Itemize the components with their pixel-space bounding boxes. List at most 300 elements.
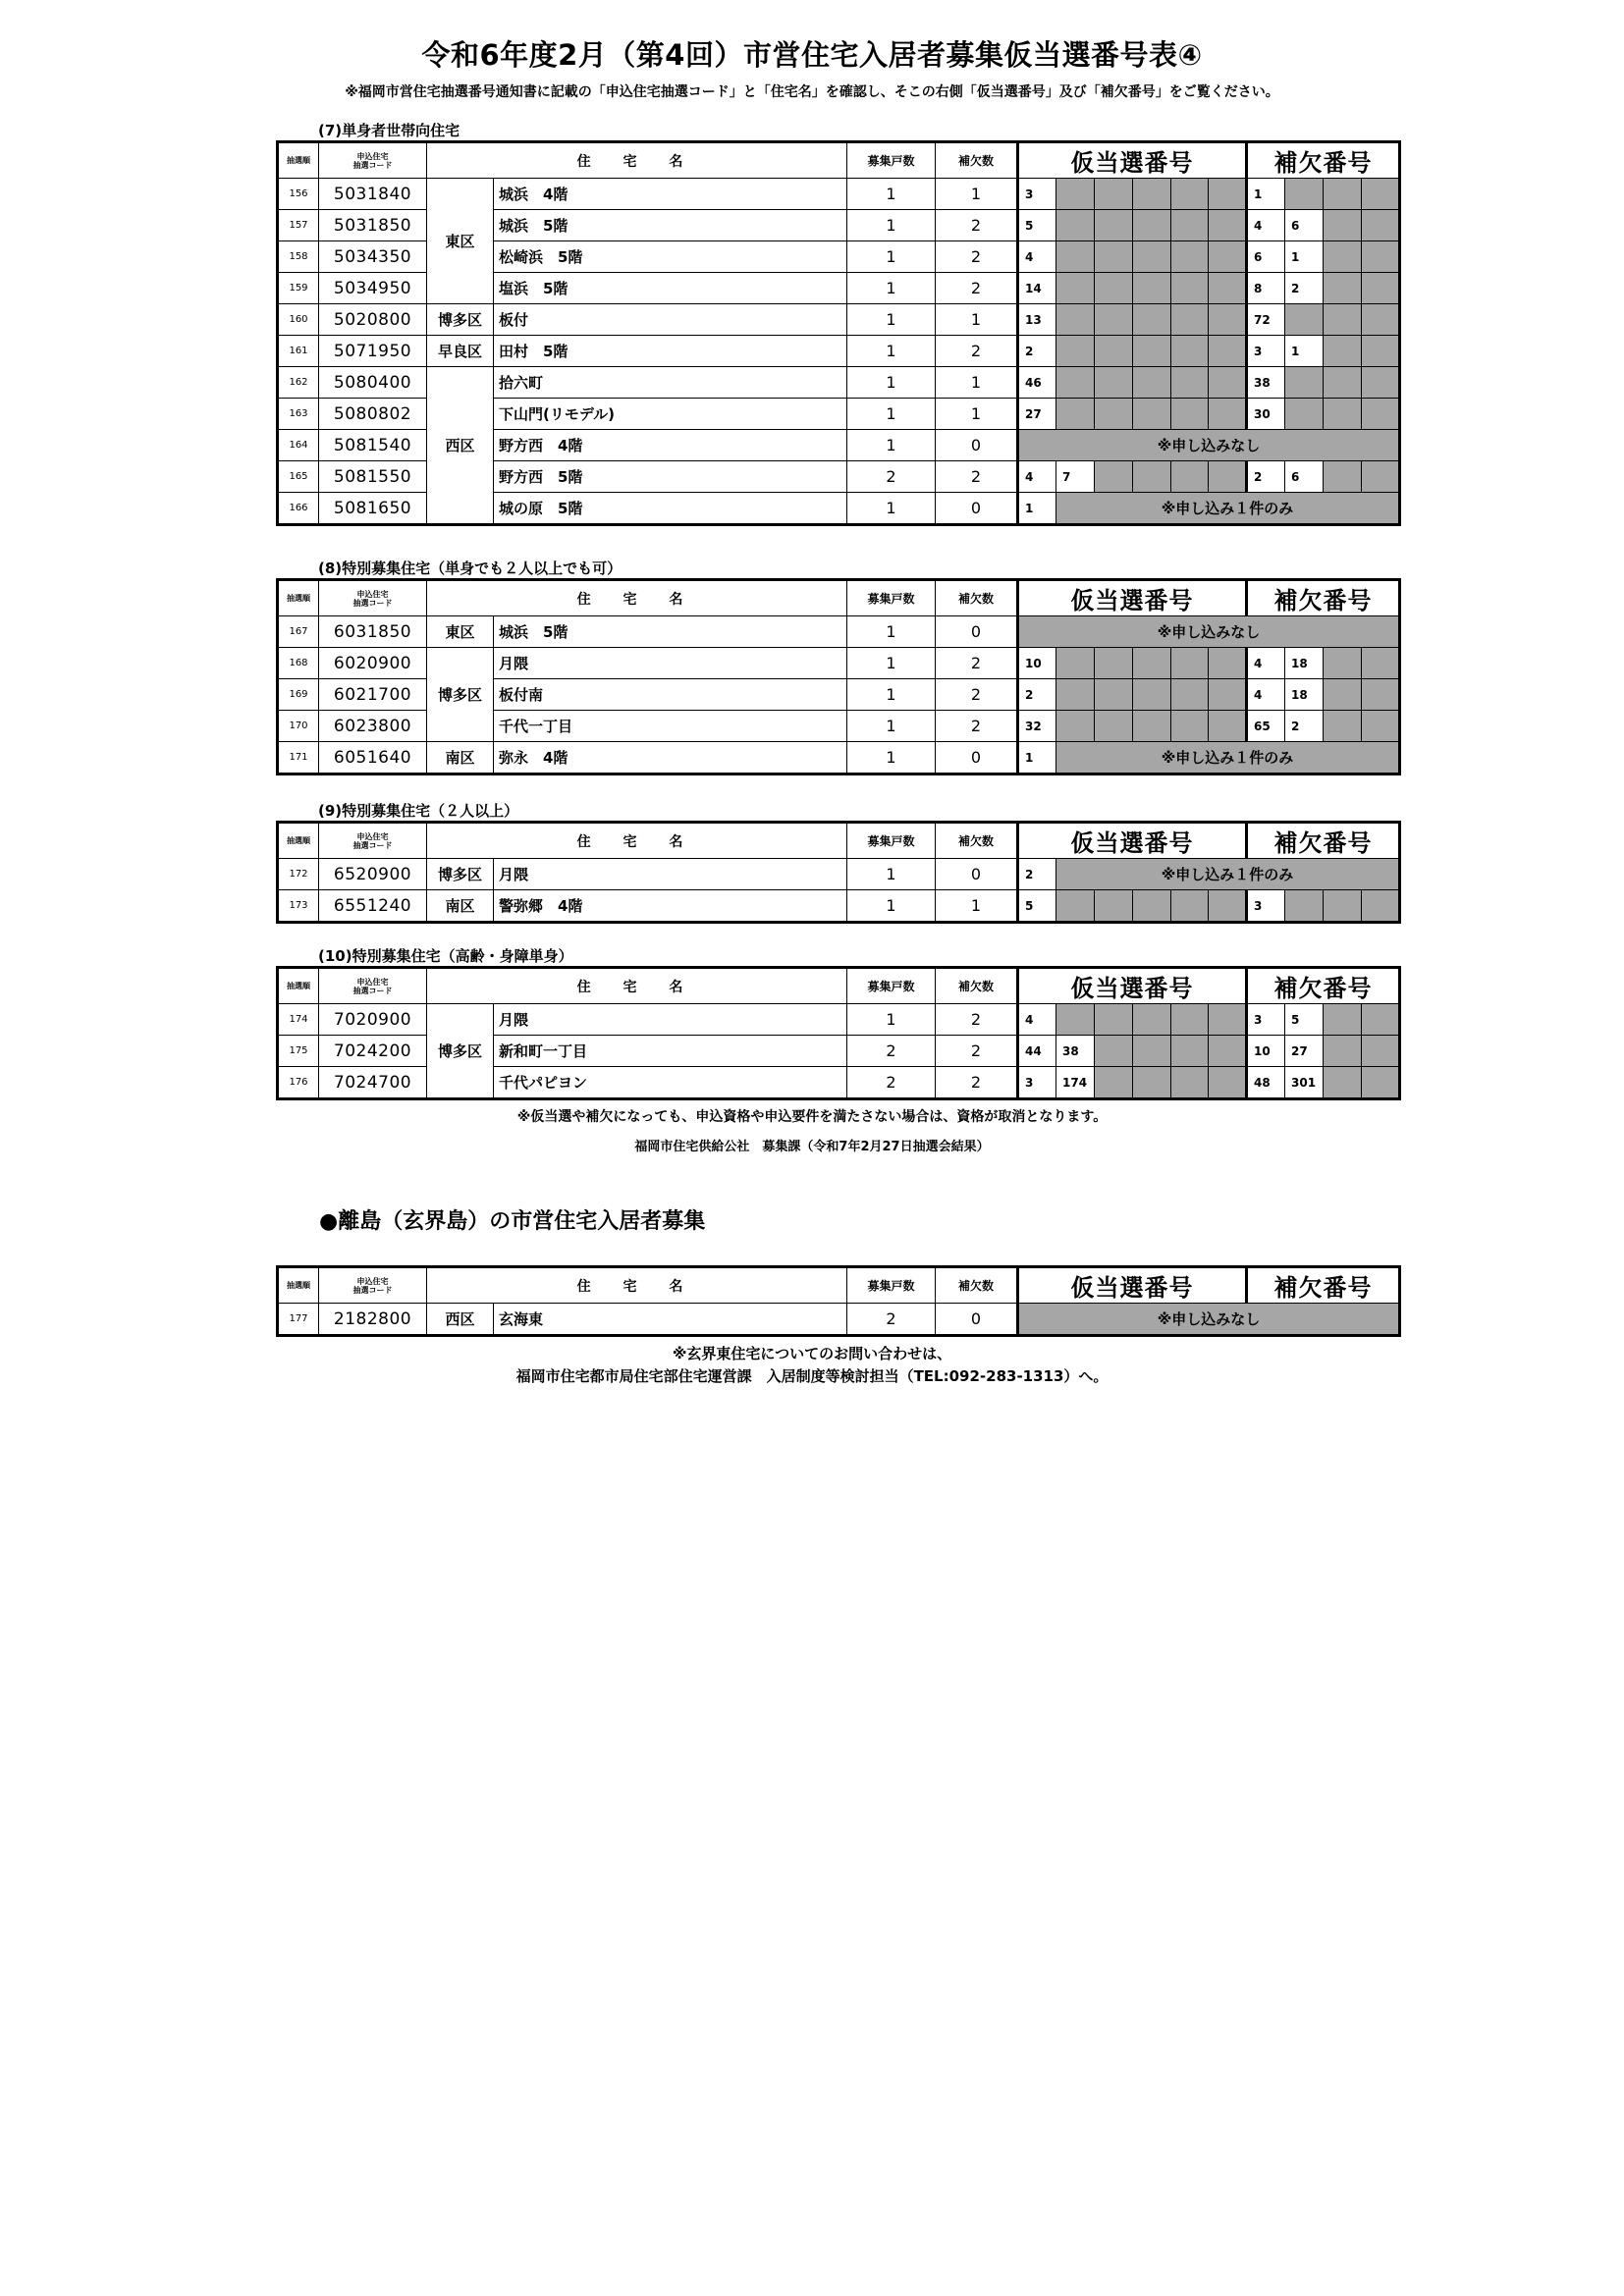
empty-slot: [1095, 1036, 1133, 1067]
lottery-code: 6021700: [319, 679, 427, 711]
header-housing-name: 住 宅 名: [427, 1267, 847, 1304]
header-units: 募集戸数: [847, 823, 936, 859]
unit-count: 2: [847, 461, 936, 493]
empty-slot: [1095, 679, 1133, 711]
header-housing-name: 住 宅 名: [427, 142, 847, 179]
empty-slot: [1324, 1067, 1362, 1099]
empty-slot: [1095, 241, 1133, 273]
no-application-notice: ※申し込みなし: [1018, 616, 1400, 648]
empty-slot: [1362, 336, 1400, 367]
alternate-number: 301: [1285, 1067, 1324, 1099]
empty-slot: [1209, 648, 1247, 679]
reserve-count: 2: [936, 711, 1018, 742]
empty-slot: [1362, 241, 1400, 273]
header-lottery-code: 申込住宅 抽選コード: [319, 823, 427, 859]
provisional-number: 3: [1018, 179, 1056, 210]
table-row: [278, 859, 1400, 890]
unit-count: 1: [847, 367, 936, 399]
header-alternate-numbers: 補欠番号: [1247, 580, 1400, 616]
header-row: [278, 823, 1400, 859]
reserve-count: 1: [936, 179, 1018, 210]
empty-slot: [1324, 679, 1362, 711]
empty-slot: [1171, 273, 1209, 304]
empty-slot: [1133, 399, 1171, 430]
empty-slot: [1209, 367, 1247, 399]
header-alternate-numbers: 補欠番号: [1247, 823, 1400, 859]
empty-slot: [1362, 1067, 1400, 1099]
unit-count: 2: [847, 1304, 936, 1336]
empty-slot: [1133, 367, 1171, 399]
empty-slot: [1095, 1067, 1133, 1099]
lottery-order: 164: [278, 430, 319, 461]
ward-cell: 西区: [427, 367, 494, 525]
empty-slot: [1209, 1004, 1247, 1036]
reserve-count: 2: [936, 1067, 1018, 1099]
header-reserve-count: 補欠数: [936, 580, 1018, 616]
housing-name: 新和町一丁目: [494, 1036, 847, 1067]
lottery-code: 6031850: [319, 616, 427, 648]
housing-name: 板付: [494, 304, 847, 336]
empty-slot: [1171, 1004, 1209, 1036]
ward-cell: 博多区: [427, 1004, 494, 1099]
empty-slot: [1133, 179, 1171, 210]
empty-slot: [1056, 399, 1095, 430]
instruction-notice: ※福岡市営住宅抽選番号通知書に記載の「申込住宅抽選コード」と「住宅名」を確認し、そこの右側「仮当選番号」及び「補欠番号」をご覧ください。: [345, 84, 1279, 100]
ward-cell: 南区: [427, 742, 494, 774]
empty-slot: [1324, 399, 1362, 430]
lottery-code: 5031850: [319, 210, 427, 241]
alternate-number: 8: [1247, 273, 1285, 304]
provisional-number: 5: [1018, 890, 1056, 923]
reserve-count: 1: [936, 890, 1018, 923]
empty-slot: [1324, 304, 1362, 336]
lottery-code: 6551240: [319, 890, 427, 923]
empty-slot: [1056, 711, 1095, 742]
inquiry-note: ※玄界東住宅についてのお問い合わせは、: [672, 1345, 952, 1362]
lottery-order: 175: [278, 1036, 319, 1067]
alternate-number: 2: [1247, 461, 1285, 493]
header-row: [278, 1267, 1400, 1304]
header-lottery-order: 抽選順: [278, 968, 319, 1004]
header-lottery-code: 申込住宅 抽選コード: [319, 1267, 427, 1304]
housing-name: 月隈: [494, 859, 847, 890]
unit-count: 1: [847, 399, 936, 430]
header-reserve-count: 補欠数: [936, 1267, 1018, 1304]
housing-name: 玄海東: [494, 1304, 847, 1336]
table-row: [278, 179, 1400, 210]
alternate-number: 48: [1247, 1067, 1285, 1099]
reserve-count: 0: [936, 493, 1018, 525]
ward-cell: 博多区: [427, 648, 494, 742]
reserve-count: 2: [936, 241, 1018, 273]
header-housing-name: 住 宅 名: [427, 580, 847, 616]
empty-slot: [1324, 179, 1362, 210]
no-application-notice: ※申し込み１件のみ: [1056, 859, 1400, 890]
housing-name: 月隈: [494, 648, 847, 679]
ward-cell: 東区: [427, 179, 494, 304]
header-provisional-numbers: 仮当選番号: [1018, 1267, 1247, 1304]
alternate-number: 10: [1247, 1036, 1285, 1067]
lottery-order: 156: [278, 179, 319, 210]
empty-slot: [1133, 679, 1171, 711]
reserve-count: 0: [936, 1304, 1018, 1336]
housing-name: 下山門(リモデル): [494, 399, 847, 430]
reserve-count: 2: [936, 210, 1018, 241]
empty-slot: [1095, 210, 1133, 241]
header-provisional-numbers: 仮当選番号: [1018, 823, 1247, 859]
lottery-order: 163: [278, 399, 319, 430]
table-row: [278, 367, 1400, 399]
empty-slot: [1133, 273, 1171, 304]
empty-slot: [1209, 1036, 1247, 1067]
reserve-count: 2: [936, 461, 1018, 493]
empty-slot: [1362, 1004, 1400, 1036]
empty-slot: [1133, 304, 1171, 336]
empty-slot: [1133, 461, 1171, 493]
section-heading-8: (8)特別募集住宅（単身でも２人以上でも可）: [318, 560, 623, 577]
table-row: [278, 304, 1400, 336]
provisional-number: 7: [1056, 461, 1095, 493]
alternate-number: 72: [1247, 304, 1285, 336]
empty-slot: [1209, 399, 1247, 430]
lottery-order: 165: [278, 461, 319, 493]
lottery-code: 5081650: [319, 493, 427, 525]
housing-name: 千代パピヨン: [494, 1067, 847, 1099]
publisher-note: 福岡市住宅供給公社 募集課（令和7年2月27日抽選会結果）: [634, 1140, 990, 1154]
empty-slot: [1285, 399, 1324, 430]
provisional-number: 13: [1018, 304, 1056, 336]
empty-slot: [1171, 1036, 1209, 1067]
empty-slot: [1056, 179, 1095, 210]
header-provisional-numbers: 仮当選番号: [1018, 142, 1247, 179]
unit-count: 1: [847, 241, 936, 273]
provisional-number: 38: [1056, 1036, 1095, 1067]
alternate-number: 1: [1285, 336, 1324, 367]
provisional-number: 2: [1018, 336, 1056, 367]
table-row: [278, 336, 1400, 367]
disqualification-note: ※仮当選や補欠になっても、申込資格や申込要件を満たさない場合は、資格が取消となります。: [516, 1109, 1108, 1125]
header-lottery-order: 抽選順: [278, 580, 319, 616]
empty-slot: [1095, 336, 1133, 367]
alternate-number: 6: [1247, 241, 1285, 273]
empty-slot: [1209, 890, 1247, 923]
table-row: [278, 890, 1400, 923]
reserve-count: 1: [936, 399, 1018, 430]
lottery-order: 172: [278, 859, 319, 890]
header-lottery-order: 抽選順: [278, 1267, 319, 1304]
empty-slot: [1133, 1036, 1171, 1067]
table-row: [278, 1004, 1400, 1036]
empty-slot: [1209, 241, 1247, 273]
unit-count: 1: [847, 679, 936, 711]
reserve-count: 2: [936, 1036, 1018, 1067]
housing-name: 板付南: [494, 679, 847, 711]
unit-count: 2: [847, 1036, 936, 1067]
lottery-code: 5071950: [319, 336, 427, 367]
empty-slot: [1362, 711, 1400, 742]
lottery-code: 7024200: [319, 1036, 427, 1067]
alternate-number: 5: [1285, 1004, 1324, 1036]
unit-count: 1: [847, 1004, 936, 1036]
empty-slot: [1324, 210, 1362, 241]
provisional-number: 4: [1018, 1004, 1056, 1036]
empty-slot: [1209, 711, 1247, 742]
empty-slot: [1095, 890, 1133, 923]
alternate-number: 65: [1247, 711, 1285, 742]
empty-slot: [1095, 1004, 1133, 1036]
alternate-number: 18: [1285, 648, 1324, 679]
housing-name: 野方西 4階: [494, 430, 847, 461]
section-heading-10: (10)特別募集住宅（高齢・身障単身）: [318, 947, 573, 965]
housing-name: 城の原 5階: [494, 493, 847, 525]
lottery-order: 159: [278, 273, 319, 304]
lottery-code: 5080400: [319, 367, 427, 399]
empty-slot: [1171, 890, 1209, 923]
housing-name: 城浜 5階: [494, 210, 847, 241]
header-reserve-count: 補欠数: [936, 968, 1018, 1004]
unit-count: 1: [847, 304, 936, 336]
lottery-code: 6520900: [319, 859, 427, 890]
ward-cell: 早良区: [427, 336, 494, 367]
table-row: [278, 1304, 1400, 1336]
alternate-number: 2: [1285, 273, 1324, 304]
provisional-number: 46: [1018, 367, 1056, 399]
empty-slot: [1095, 304, 1133, 336]
header-alternate-numbers: 補欠番号: [1247, 142, 1400, 179]
empty-slot: [1171, 210, 1209, 241]
empty-slot: [1056, 890, 1095, 923]
housing-name: 塩浜 5階: [494, 273, 847, 304]
empty-slot: [1133, 1067, 1171, 1099]
empty-slot: [1171, 1067, 1209, 1099]
empty-slot: [1095, 367, 1133, 399]
empty-slot: [1056, 679, 1095, 711]
lottery-table-island: [276, 1265, 1401, 1337]
lottery-order: 161: [278, 336, 319, 367]
housing-name: 千代一丁目: [494, 711, 847, 742]
unit-count: 1: [847, 210, 936, 241]
empty-slot: [1324, 241, 1362, 273]
lottery-order: 157: [278, 210, 319, 241]
empty-slot: [1209, 210, 1247, 241]
empty-slot: [1209, 273, 1247, 304]
no-application-notice: ※申し込み１件のみ: [1056, 742, 1400, 774]
unit-count: 1: [847, 430, 936, 461]
lottery-order: 177: [278, 1304, 319, 1336]
empty-slot: [1133, 711, 1171, 742]
alternate-number: 2: [1285, 711, 1324, 742]
empty-slot: [1056, 273, 1095, 304]
empty-slot: [1209, 461, 1247, 493]
provisional-number: 2: [1018, 859, 1056, 890]
no-application-notice: ※申し込み１件のみ: [1056, 493, 1400, 525]
empty-slot: [1324, 648, 1362, 679]
page-title: 令和6年度2月（第4回）市営住宅入居者募集仮当選番号表④: [421, 38, 1203, 72]
alternate-number: 1: [1285, 241, 1324, 273]
housing-name: 拾六町: [494, 367, 847, 399]
empty-slot: [1095, 711, 1133, 742]
unit-count: 2: [847, 1067, 936, 1099]
header-units: 募集戸数: [847, 968, 936, 1004]
header-housing-name: 住 宅 名: [427, 968, 847, 1004]
empty-slot: [1324, 711, 1362, 742]
empty-slot: [1362, 179, 1400, 210]
empty-slot: [1171, 461, 1209, 493]
provisional-number: 2: [1018, 679, 1056, 711]
reserve-count: 2: [936, 1004, 1018, 1036]
alternate-number: 3: [1247, 890, 1285, 923]
table-row: [278, 616, 1400, 648]
header-units: 募集戸数: [847, 1267, 936, 1304]
lottery-order: 158: [278, 241, 319, 273]
unit-count: 1: [847, 493, 936, 525]
lottery-code: 5034950: [319, 273, 427, 304]
lottery-order: 174: [278, 1004, 319, 1036]
empty-slot: [1171, 304, 1209, 336]
empty-slot: [1133, 1004, 1171, 1036]
lottery-code: 6020900: [319, 648, 427, 679]
empty-slot: [1324, 461, 1362, 493]
header-row: [278, 142, 1400, 179]
empty-slot: [1095, 399, 1133, 430]
lottery-table-single-households: [276, 140, 1401, 526]
empty-slot: [1362, 304, 1400, 336]
housing-name: 月隈: [494, 1004, 847, 1036]
lottery-code: 5081540: [319, 430, 427, 461]
reserve-count: 2: [936, 679, 1018, 711]
provisional-number: 1: [1018, 742, 1056, 774]
empty-slot: [1056, 1004, 1095, 1036]
empty-slot: [1171, 336, 1209, 367]
housing-name: 野方西 5階: [494, 461, 847, 493]
provisional-number: 174: [1056, 1067, 1095, 1099]
header-reserve-count: 補欠数: [936, 142, 1018, 179]
empty-slot: [1056, 241, 1095, 273]
empty-slot: [1056, 210, 1095, 241]
provisional-number: 10: [1018, 648, 1056, 679]
housing-name: 城浜 5階: [494, 616, 847, 648]
empty-slot: [1095, 179, 1133, 210]
table-row: [278, 648, 1400, 679]
empty-slot: [1209, 336, 1247, 367]
unit-count: 1: [847, 890, 936, 923]
empty-slot: [1056, 304, 1095, 336]
empty-slot: [1171, 241, 1209, 273]
ward-cell: 南区: [427, 890, 494, 923]
lottery-code: 5031840: [319, 179, 427, 210]
lottery-code: 5081550: [319, 461, 427, 493]
empty-slot: [1209, 679, 1247, 711]
lottery-table-special-any-size: [276, 578, 1401, 775]
empty-slot: [1362, 367, 1400, 399]
housing-name: 松崎浜 5階: [494, 241, 847, 273]
lottery-code: 7020900: [319, 1004, 427, 1036]
header-housing-name: 住 宅 名: [427, 823, 847, 859]
lottery-code: 6051640: [319, 742, 427, 774]
reserve-count: 1: [936, 367, 1018, 399]
reserve-count: 0: [936, 859, 1018, 890]
empty-slot: [1362, 461, 1400, 493]
lottery-order: 166: [278, 493, 319, 525]
empty-slot: [1095, 461, 1133, 493]
ward-cell: 博多区: [427, 859, 494, 890]
empty-slot: [1285, 179, 1324, 210]
alternate-number: 4: [1247, 648, 1285, 679]
lottery-code: 5020800: [319, 304, 427, 336]
unit-count: 1: [847, 336, 936, 367]
alternate-number: 6: [1285, 461, 1324, 493]
housing-name: 田村 5階: [494, 336, 847, 367]
provisional-number: 4: [1018, 241, 1056, 273]
empty-slot: [1056, 336, 1095, 367]
lottery-code: 7024700: [319, 1067, 427, 1099]
empty-slot: [1095, 273, 1133, 304]
alternate-number: 18: [1285, 679, 1324, 711]
empty-slot: [1362, 679, 1400, 711]
lottery-code: 5034350: [319, 241, 427, 273]
unit-count: 1: [847, 273, 936, 304]
alternate-number: 30: [1247, 399, 1285, 430]
provisional-number: 14: [1018, 273, 1056, 304]
unit-count: 1: [847, 859, 936, 890]
provisional-number: 44: [1018, 1036, 1056, 1067]
empty-slot: [1171, 179, 1209, 210]
empty-slot: [1362, 399, 1400, 430]
reserve-count: 0: [936, 742, 1018, 774]
lottery-order: 160: [278, 304, 319, 336]
empty-slot: [1324, 1004, 1362, 1036]
empty-slot: [1362, 1036, 1400, 1067]
header-provisional-numbers: 仮当選番号: [1018, 968, 1247, 1004]
alternate-number: 6: [1285, 210, 1324, 241]
unit-count: 1: [847, 179, 936, 210]
empty-slot: [1285, 890, 1324, 923]
empty-slot: [1324, 367, 1362, 399]
header-alternate-numbers: 補欠番号: [1247, 968, 1400, 1004]
header-reserve-count: 補欠数: [936, 823, 1018, 859]
empty-slot: [1171, 679, 1209, 711]
reserve-count: 2: [936, 648, 1018, 679]
empty-slot: [1324, 890, 1362, 923]
lottery-table-special-elderly-disabled: [276, 966, 1401, 1100]
header-lottery-code: 申込住宅 抽選コード: [319, 580, 427, 616]
header-units: 募集戸数: [847, 580, 936, 616]
lottery-code: 5080802: [319, 399, 427, 430]
header-row: [278, 968, 1400, 1004]
empty-slot: [1133, 210, 1171, 241]
header-units: 募集戸数: [847, 142, 936, 179]
lottery-order: 176: [278, 1067, 319, 1099]
empty-slot: [1133, 336, 1171, 367]
empty-slot: [1285, 304, 1324, 336]
inquiry-contact: 福岡市住宅都市局住宅部住宅運営課 入居制度等検討担当（TEL:092-283-1313）へ。: [515, 1367, 1109, 1385]
provisional-number: 5: [1018, 210, 1056, 241]
unit-count: 1: [847, 616, 936, 648]
header-provisional-numbers: 仮当選番号: [1018, 580, 1247, 616]
provisional-number: 32: [1018, 711, 1056, 742]
empty-slot: [1133, 241, 1171, 273]
empty-slot: [1324, 273, 1362, 304]
unit-count: 1: [847, 742, 936, 774]
table-row: [278, 742, 1400, 774]
empty-slot: [1285, 367, 1324, 399]
empty-slot: [1171, 399, 1209, 430]
ward-cell: 西区: [427, 1304, 494, 1336]
header-lottery-order: 抽選順: [278, 142, 319, 179]
housing-name: 城浜 4階: [494, 179, 847, 210]
alternate-number: 4: [1247, 210, 1285, 241]
empty-slot: [1171, 648, 1209, 679]
